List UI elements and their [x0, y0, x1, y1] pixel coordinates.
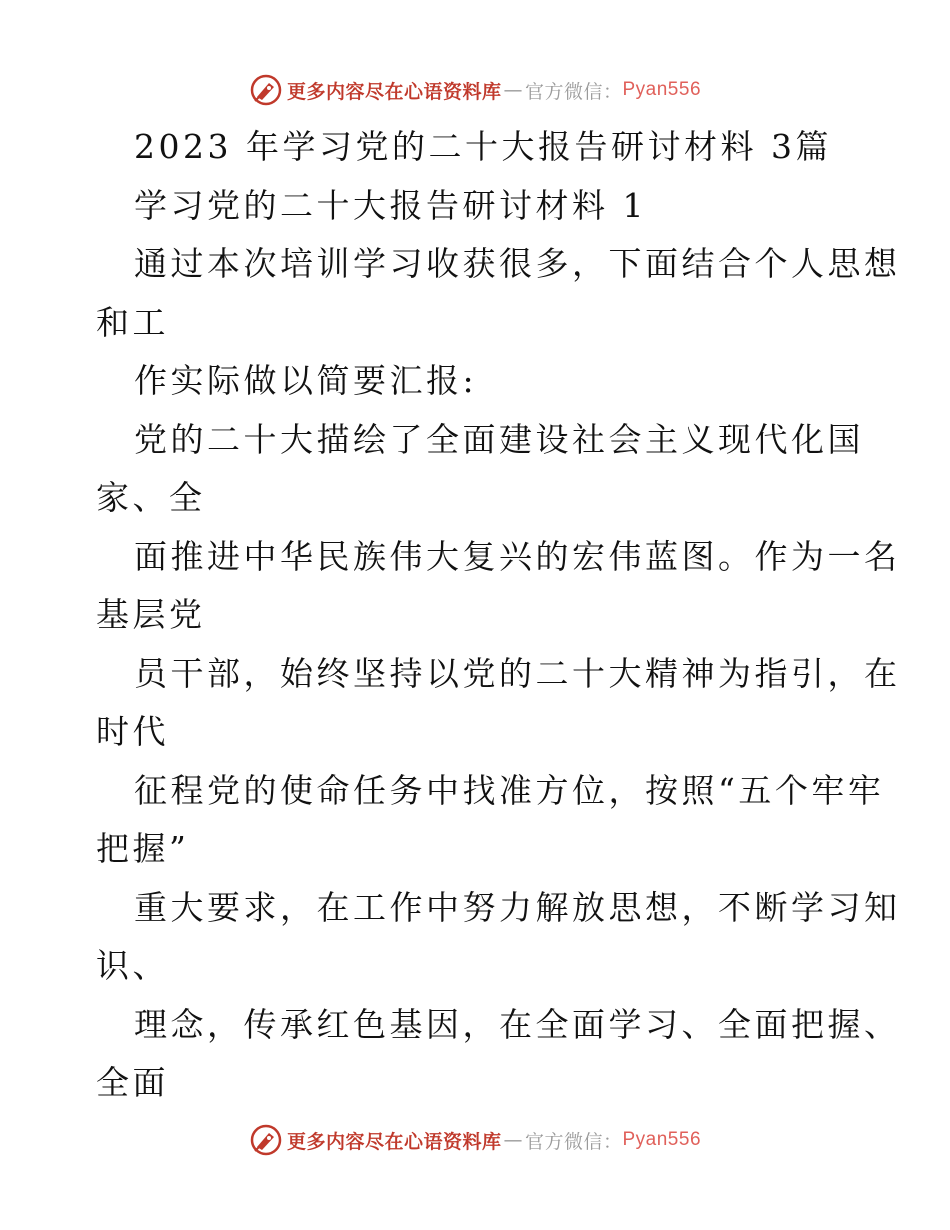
doc-line: 理念，传承红色基因，在全面学习、全面把握、	[134, 1004, 901, 1044]
doc-subtitle: 学习党的二十大报告研讨材料 1	[134, 185, 647, 225]
doc-line: 把握”	[96, 829, 190, 868]
doc-line: 时代	[96, 712, 169, 751]
watermark-brand: 更多内容尽在心语资料库	[286, 1130, 502, 1153]
doc-line: 和工	[96, 302, 169, 342]
doc-line: 通过本次培训学习收获很多，下面结合个人思想	[134, 244, 901, 283]
watermark-separator: —	[503, 79, 523, 101]
doc-title: 2023 年学习党的二十大报告研讨材料 3篇	[134, 127, 832, 166]
doc-line: 作实际做以简要汇报:	[134, 361, 478, 400]
doc-line: 识、	[96, 946, 169, 985]
pen-nib-logo-icon	[249, 73, 283, 107]
doc-line: 面推进中华民族伟大复兴的宏伟蓝图。作为一名	[134, 536, 901, 576]
doc-line: 家、全	[96, 478, 206, 517]
pen-nib-logo-icon	[249, 1123, 283, 1157]
doc-line: 重大要求，在工作中努力解放思想，不断学习知	[134, 887, 901, 927]
watermark-id: Pyan556	[622, 1129, 702, 1150]
watermark-separator: —	[503, 1129, 523, 1151]
watermark-brand: 更多内容尽在心语资料库	[286, 80, 502, 103]
doc-line: 基层党	[96, 595, 206, 634]
doc-line: 员干部，始终坚持以党的二十大精神为指引，在	[134, 653, 901, 693]
footer-watermark	[0, 1120, 950, 1160]
document-body	[96, 118, 901, 1113]
doc-line: 全面	[96, 1063, 169, 1102]
watermark-label: 官方微信：	[524, 80, 623, 103]
doc-line: 党的二十大描绘了全面建设社会主义现代化国	[134, 419, 864, 459]
header-watermark	[0, 70, 950, 110]
watermark-label: 官方微信：	[524, 1130, 623, 1153]
doc-line: 征程党的使命任务中找准方位，按照“五个牢牢	[134, 770, 885, 810]
watermark-id: Pyan556	[622, 79, 702, 100]
